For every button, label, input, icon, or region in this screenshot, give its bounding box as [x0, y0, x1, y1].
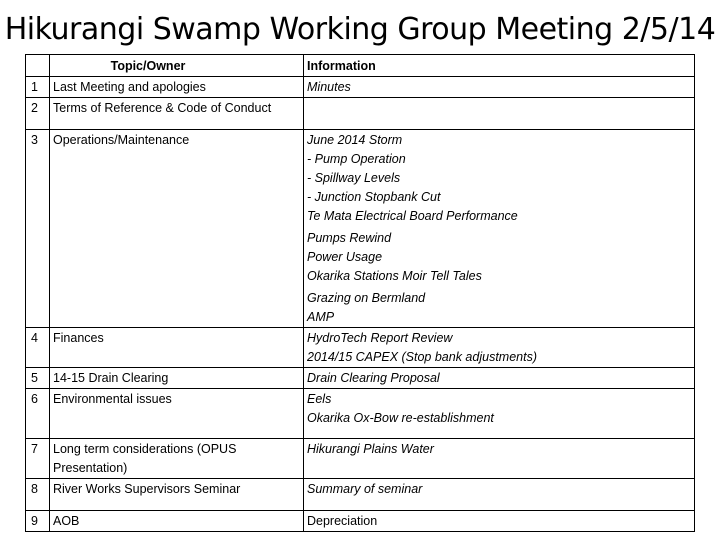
row-information: [304, 479, 695, 511]
row-number: 5: [26, 368, 50, 389]
row-number: 2: [26, 98, 50, 130]
information-line: Okarika Stations Moir Tell Tales: [307, 269, 482, 283]
information-line: Okarika Ox-Bow re-establishment: [307, 411, 494, 425]
information-line: Hikurangi Plains Water: [307, 442, 434, 456]
information-line: Power Usage: [307, 250, 383, 264]
table-row: [26, 98, 695, 130]
row-information: [304, 130, 695, 328]
row-information: [304, 328, 695, 368]
row-topic: Finances: [50, 328, 304, 368]
table-row: [26, 328, 695, 368]
row-number: 1: [26, 77, 50, 98]
row-number: 7: [26, 439, 50, 479]
information-line: Minutes: [307, 80, 351, 94]
row-information: [304, 439, 695, 479]
table-row: [26, 439, 695, 479]
row-topic: Environmental issues: [50, 389, 304, 439]
slide-title: Hikurangi Swamp Working Group Meeting 2/5/14: [4, 12, 716, 47]
row-number: 9: [26, 511, 50, 532]
information-line: - Pump Operation: [307, 152, 406, 166]
information-line: 2014/15 CAPEX (Stop bank adjustments): [307, 350, 537, 364]
table-row: [26, 479, 695, 511]
information-line: Drain Clearing Proposal: [307, 371, 440, 385]
row-information: [304, 98, 695, 130]
row-information: [304, 389, 695, 439]
information-line: - Junction Stopbank Cut: [307, 190, 441, 204]
row-topic: 14-15 Drain Clearing: [50, 368, 304, 389]
information-line: HydroTech Report Review: [307, 331, 453, 345]
table-row: [26, 368, 695, 389]
row-number: 8: [26, 479, 50, 511]
table-header-row: [26, 55, 695, 77]
information-line: Te Mata Electrical Board Performance: [307, 209, 518, 223]
agenda-table: [25, 54, 695, 532]
table-row: [26, 511, 695, 532]
information-line: Eels: [307, 392, 332, 406]
table-row: [26, 77, 695, 98]
information-line: AMP: [307, 310, 335, 324]
row-topic: Last Meeting and apologies: [50, 77, 304, 98]
information-line: Depreciation: [307, 514, 378, 528]
information-line: June 2014 Storm: [307, 133, 403, 147]
information-line: - Spillway Levels: [307, 171, 401, 185]
row-number: 3: [26, 130, 50, 328]
row-topic: Long term considerations (OPUS Presentation): [50, 439, 304, 479]
table-row: [26, 130, 695, 328]
row-information: [304, 368, 695, 389]
information-line: Grazing on Bermland: [307, 291, 426, 305]
row-topic: Terms of Reference & Code of Conduct: [50, 98, 304, 130]
row-topic: Operations/Maintenance: [50, 130, 304, 328]
header-information: Information: [304, 55, 695, 77]
header-topic-owner: Topic/Owner: [50, 55, 304, 77]
row-number: 6: [26, 389, 50, 439]
table-row: [26, 389, 695, 439]
row-information: [304, 511, 695, 532]
row-topic: AOB: [50, 511, 304, 532]
row-number: 4: [26, 328, 50, 368]
information-line: Summary of seminar: [307, 482, 423, 496]
header-num: [26, 55, 50, 77]
row-topic: River Works Supervisors Seminar: [50, 479, 304, 511]
row-information: [304, 77, 695, 98]
information-line: Pumps Rewind: [307, 231, 392, 245]
